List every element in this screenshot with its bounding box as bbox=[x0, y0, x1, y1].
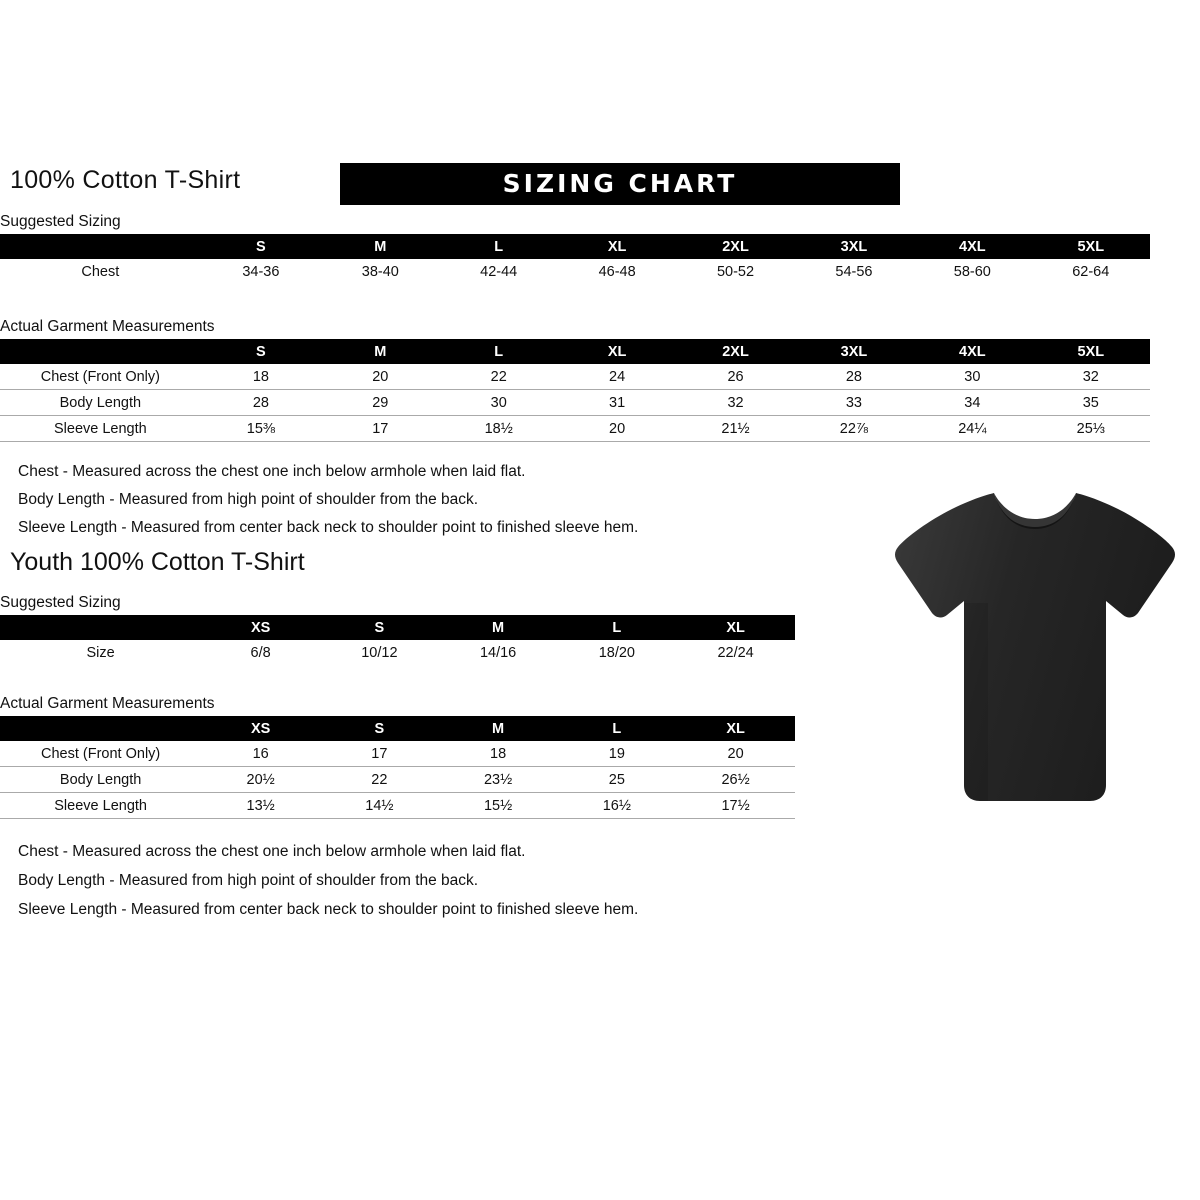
row-label: Sleeve Length bbox=[0, 793, 201, 819]
table-cell: 17 bbox=[321, 416, 439, 442]
header-cell: XS bbox=[201, 615, 320, 640]
table-cell: 15⅜ bbox=[201, 416, 321, 442]
adult-actual-measurements-label: Actual Garment Measurements bbox=[0, 318, 215, 335]
header-cell: M bbox=[439, 615, 558, 640]
header-cell: S bbox=[201, 234, 321, 259]
table-cell: 18 bbox=[201, 364, 321, 390]
table-cell: 33 bbox=[795, 390, 913, 416]
table-row bbox=[0, 259, 1150, 284]
row-label: Size bbox=[86, 644, 115, 661]
table-cell: 25⅓ bbox=[1032, 416, 1150, 442]
header-cell: L bbox=[557, 615, 676, 640]
header-cell: S bbox=[201, 339, 321, 364]
table-cell: 14/16 bbox=[479, 644, 517, 661]
header-cell: S bbox=[320, 615, 439, 640]
table-header-row bbox=[0, 615, 795, 640]
header-cell: XL bbox=[558, 339, 676, 364]
table-cell: 58-60 bbox=[953, 263, 991, 280]
table-cell: 35 bbox=[1032, 390, 1150, 416]
header-cell: XL bbox=[558, 234, 676, 259]
header-cell: M bbox=[321, 339, 439, 364]
header-cell: 2XL bbox=[676, 234, 794, 259]
row-label: Chest (Front Only) bbox=[0, 741, 201, 767]
table-cell: 20 bbox=[676, 741, 795, 767]
youth-actual-measurements-label: Actual Garment Measurements bbox=[0, 695, 215, 712]
sizing-chart-banner-label: SIZING CHART bbox=[502, 169, 738, 198]
table-cell: 34-36 bbox=[242, 263, 280, 280]
youth-actual-measurements-table bbox=[0, 716, 795, 819]
table-cell: 16½ bbox=[557, 793, 676, 819]
header-cell: M bbox=[321, 234, 439, 259]
header-cell: 4XL bbox=[913, 234, 1031, 259]
adult-note-sleeve-length: Sleeve Length - Measured from center back neck to shoulder point to finished sleeve hem. bbox=[18, 519, 639, 536]
header-cell: XL bbox=[676, 716, 795, 741]
header-cell: M bbox=[439, 716, 558, 741]
table-cell: 13½ bbox=[201, 793, 320, 819]
table-cell: 54-56 bbox=[835, 263, 873, 280]
youth-note-chest: Chest - Measured across the chest one inch below armhole when laid flat. bbox=[18, 843, 526, 860]
header-cell: 3XL bbox=[795, 339, 913, 364]
table-cell: 15½ bbox=[439, 793, 558, 819]
header-cell: L bbox=[440, 234, 558, 259]
table-row bbox=[0, 416, 1150, 442]
black-t-shirt-illustration bbox=[890, 485, 1180, 815]
adult-note-chest: Chest - Measured across the chest one inch below armhole when laid flat. bbox=[18, 463, 526, 480]
header-cell: 4XL bbox=[913, 339, 1031, 364]
table-cell: 22⅞ bbox=[795, 416, 913, 442]
table-cell: 21½ bbox=[676, 416, 794, 442]
adult-suggested-sizing-label: Suggested Sizing bbox=[0, 213, 121, 230]
table-cell: 28 bbox=[201, 390, 321, 416]
header-cell: 2XL bbox=[676, 339, 794, 364]
table-cell: 20½ bbox=[201, 767, 320, 793]
header-cell: 5XL bbox=[1032, 234, 1150, 259]
table-cell: 38-40 bbox=[361, 263, 399, 280]
table-cell: 42-44 bbox=[480, 263, 518, 280]
table-header-row bbox=[0, 716, 795, 741]
header-cell: 5XL bbox=[1032, 339, 1150, 364]
table-cell: 32 bbox=[676, 390, 794, 416]
table-cell: 30 bbox=[440, 390, 558, 416]
table-cell: 26½ bbox=[676, 767, 795, 793]
table-cell: 29 bbox=[321, 390, 439, 416]
table-cell: 22 bbox=[320, 767, 439, 793]
row-label: Chest bbox=[81, 263, 120, 280]
table-header-row bbox=[0, 234, 1150, 259]
table-cell: 28 bbox=[795, 364, 913, 390]
header-cell bbox=[0, 615, 201, 640]
row-label: Body Length bbox=[0, 767, 201, 793]
adult-suggested-sizing-table bbox=[0, 234, 1150, 284]
table-cell: 16 bbox=[201, 741, 320, 767]
table-cell: 23½ bbox=[439, 767, 558, 793]
table-cell: 46-48 bbox=[598, 263, 636, 280]
table-header-row bbox=[0, 339, 1150, 364]
adult-actual-measurements-table bbox=[0, 339, 1150, 442]
table-cell: 24¼ bbox=[913, 416, 1031, 442]
table-cell: 26 bbox=[676, 364, 794, 390]
youth-suggested-sizing-label: Suggested Sizing bbox=[0, 594, 121, 611]
header-cell bbox=[0, 716, 201, 741]
table-cell: 22/24 bbox=[717, 644, 754, 661]
table-row bbox=[0, 390, 1150, 416]
table-row bbox=[0, 767, 795, 793]
row-label: Body Length bbox=[0, 390, 201, 416]
table-row bbox=[0, 793, 795, 819]
header-cell bbox=[0, 339, 201, 364]
youth-note-sleeve-length: Sleeve Length - Measured from center back neck to shoulder point to finished sleeve hem. bbox=[18, 901, 639, 918]
table-cell: 22 bbox=[440, 364, 558, 390]
table-cell: 24 bbox=[558, 364, 676, 390]
table-cell: 32 bbox=[1032, 364, 1150, 390]
sizing-chart-banner bbox=[340, 163, 900, 205]
youth-note-body-length: Body Length - Measured from high point of shoulder from the back. bbox=[18, 872, 479, 889]
table-cell: 30 bbox=[913, 364, 1031, 390]
youth-product-title: Youth 100% Cotton T-Shirt bbox=[10, 548, 305, 576]
header-cell: L bbox=[557, 716, 676, 741]
table-cell: 19 bbox=[557, 741, 676, 767]
table-cell: 18½ bbox=[440, 416, 558, 442]
table-cell: 34 bbox=[913, 390, 1031, 416]
table-cell: 25 bbox=[557, 767, 676, 793]
table-cell: 20 bbox=[558, 416, 676, 442]
header-cell: 3XL bbox=[795, 234, 913, 259]
header-cell: XS bbox=[201, 716, 320, 741]
header-cell: L bbox=[440, 339, 558, 364]
table-cell: 62-64 bbox=[1072, 263, 1110, 280]
row-label: Sleeve Length bbox=[0, 416, 201, 442]
table-cell: 20 bbox=[321, 364, 439, 390]
table-cell: 18/20 bbox=[598, 644, 635, 661]
row-label: Chest (Front Only) bbox=[0, 364, 201, 390]
table-cell: 18 bbox=[439, 741, 558, 767]
adult-note-body-length: Body Length - Measured from high point of shoulder from the back. bbox=[18, 491, 479, 508]
adult-product-title: 100% Cotton T-Shirt bbox=[10, 166, 241, 194]
table-cell: 31 bbox=[558, 390, 676, 416]
header-cell: S bbox=[320, 716, 439, 741]
youth-suggested-sizing-table bbox=[0, 615, 795, 665]
table-cell: 10/12 bbox=[361, 644, 398, 661]
table-cell: 6/8 bbox=[250, 644, 271, 661]
table-cell: 17 bbox=[320, 741, 439, 767]
table-row bbox=[0, 364, 1150, 390]
table-cell: 50-52 bbox=[716, 263, 755, 280]
table-row bbox=[0, 640, 795, 665]
table-cell: 17½ bbox=[676, 793, 795, 819]
header-cell: XL bbox=[676, 615, 795, 640]
table-cell: 14½ bbox=[320, 793, 439, 819]
table-row bbox=[0, 741, 795, 767]
header-cell bbox=[0, 234, 201, 259]
